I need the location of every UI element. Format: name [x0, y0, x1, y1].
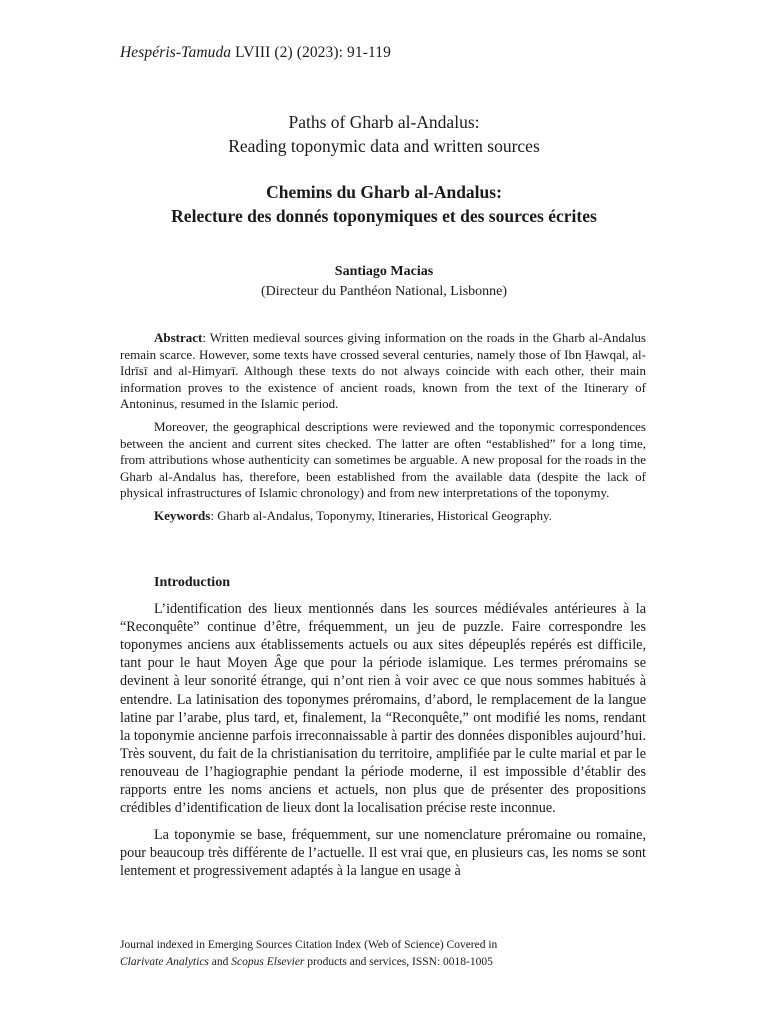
journal-name: Hespéris-Tamuda	[120, 44, 232, 61]
author-block	[0, 262, 768, 302]
introduction-paragraph-1: L’identification des lieux mentionnés dans les sources médiévales antérieures à la “Reconquête” continue d’être, fréquemment, un jeu de puzzle. Faire correspondre les toponymes anciens aux établissements actuels ou aux sites dépeuplés repérés est difficile, tant pour le haut Moyen Âge que pour la période islamique. Les termes préromains se devinent à leur sonorité étrange, qui n’ont rien à voir avec ce que nous sommes habitués à entendre. La latinisation des toponymes préromains, d’abord, le remplacement de la langue latine par l’arabe, plus tard, et, finalement, la “Reconquête,” ont modifié les noms, rendant la toponymie ancienne parfois irreconnaissable à partir des données disponibles aujourd’hui. Très souvent, du fait de la christianisation du territoire, amplifiée par le culte marial et par le renouveau de l’hagiographie pendant la période moderne, il est impossible d’établir des rapports entre les noms anciens et actuels, non plus que de présenter des propositions crédibles d’identification de lieux dont la localisation précise reste inconnue.	[120, 601, 646, 817]
footer-line-2	[120, 954, 660, 971]
introduction-section	[120, 574, 646, 890]
english-title	[0, 110, 768, 158]
english-title-line2: Reading toponymic data and written sources	[228, 136, 540, 156]
page-footer	[120, 937, 660, 971]
abstract-label: Abstract	[154, 330, 203, 345]
footer-clarivate: Clarivate Analytics	[120, 956, 209, 968]
footer-issn: products and services, ISSN: 0018-1005	[304, 956, 493, 968]
footer-scopus: Scopus Elsevier	[231, 956, 305, 968]
french-title-line2: Relecture des donnés toponymiques et des sources écrites	[171, 206, 597, 226]
journal-issue: LVIII (2) (2023): 91-119	[235, 44, 391, 61]
abstract-section	[120, 330, 646, 531]
keywords-paragraph	[120, 508, 646, 525]
keywords-text: : Gharb al-Andalus, Toponymy, Itineraries, Historical Geography.	[210, 507, 552, 523]
footer-and: and	[208, 956, 232, 968]
introduction-heading: Introduction	[154, 575, 230, 590]
introduction-paragraph-2: La toponymie se base, fréquemment, sur une nomenclature préromaine ou romaine, pour beaucoup très différente de l’actuelle. Il est vrai que, en plusieurs cas, les noms se sont lentement et progressivement adaptés à la langue en usage à	[120, 827, 646, 880]
abstract-text-1: : Written medieval sources giving information on the roads in the Gharb al-Andalus remain scarce. However, some texts have crossed several centuries, namely those of Ibn Ḥawqal, al-Idrīsī and al-Himyarī. Although these texts do not always coincide with each other, their main information proves to the existence of ancient roads, known from the text of the Itinerary of Antoninus, resumed in the Islamic period.	[120, 330, 646, 412]
author-affiliation: (Directeur du Panthéon National, Lisbonne)	[260, 284, 508, 299]
footer-line-1: Journal indexed in Emerging Sources Citation Index (Web of Science) Covered in	[120, 939, 498, 951]
abstract-paragraph-2: Moreover, the geographical descriptions were reviewed and the toponymic correspondences between the ancient and current sites checked. The latter are often “established” for a long time, from attributions whose authenticity can sometimes be arguable. A new proposal for the roads in the Gharb al-Andalus has, therefore, been established from the available data (despite the lack of physical infrastructures of Islamic chronology) and from new interpretations of the toponymy.	[120, 418, 646, 501]
author-name: Santiago Macias	[334, 264, 434, 279]
keywords-label: Keywords	[154, 507, 211, 523]
running-head	[120, 44, 391, 62]
french-title-line1: Chemins du Gharb al-Andalus:	[266, 182, 502, 202]
abstract-paragraph-1	[120, 330, 646, 413]
french-title	[0, 180, 768, 228]
english-title-line1: Paths of Gharb al-Andalus:	[288, 112, 480, 132]
